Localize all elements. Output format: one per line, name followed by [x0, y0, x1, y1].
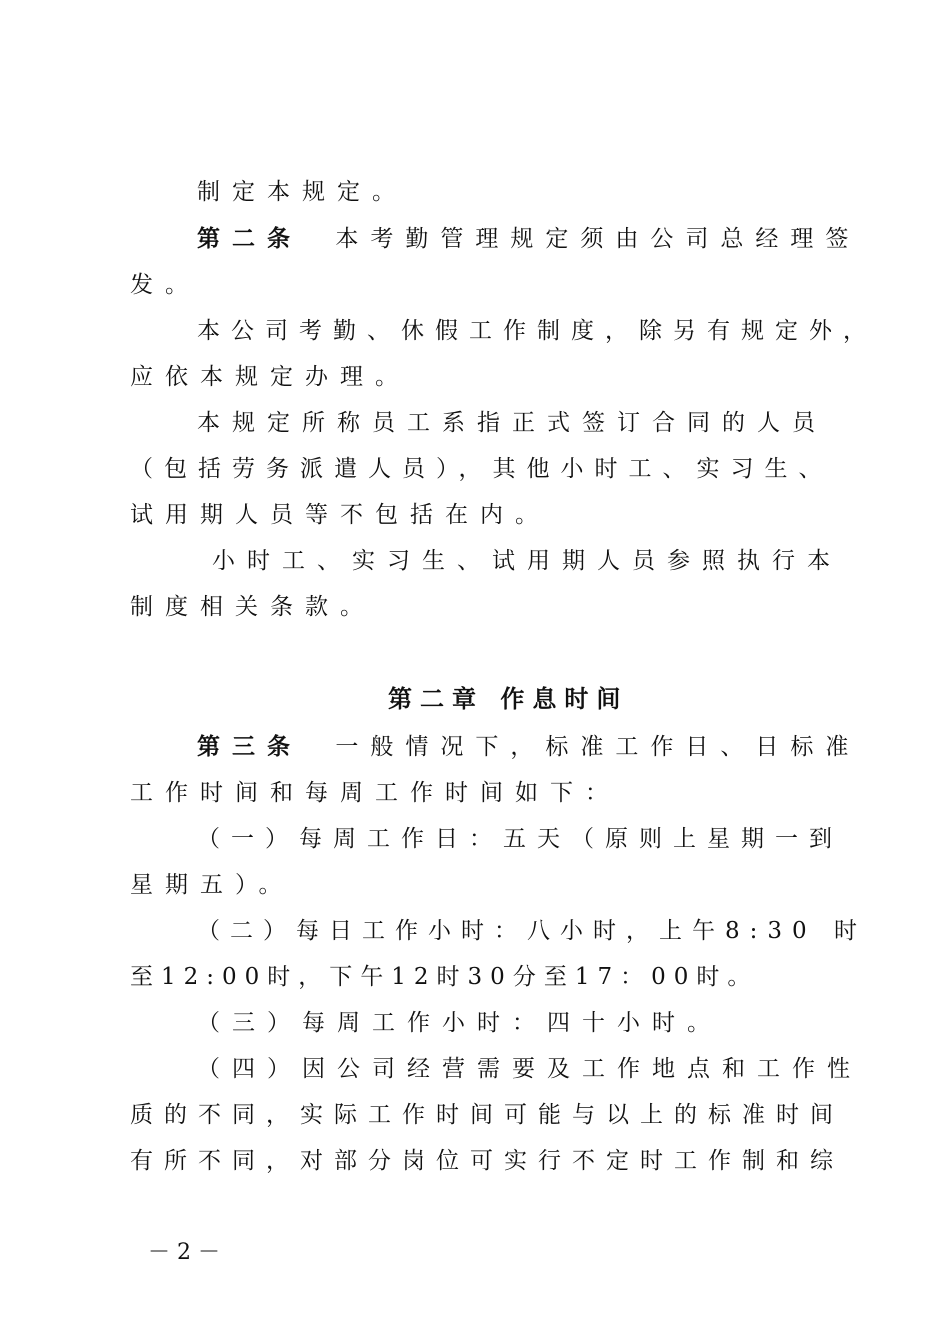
list-item-1: （一）每周工作日：五天（原则上星期一到: [197, 826, 843, 852]
paragraph-line: 本公司考勤、休假工作制度，除另有规定外，: [197, 318, 877, 344]
article-2-label: 第二条: [197, 226, 302, 252]
list-item-1-cont: 星期五）。: [130, 872, 294, 898]
paragraph-line: 工作时间和每周工作时间如下：: [130, 780, 620, 806]
paragraph-line: 本规定所称员工系指正式签订合同的人员: [197, 410, 827, 436]
list-item-4-cont: 质的不同，实际工作时间可能与以上的标准时间: [130, 1102, 844, 1128]
list-item-3: （三）每周工作小时：四十小时。: [197, 1010, 722, 1036]
paragraph-line: 制度相关条款。: [130, 594, 375, 620]
paragraph-line: 小时工、实习生、试用期人员参照执行本: [212, 548, 842, 574]
article-2-line-1: [197, 224, 860, 254]
article-2-text: 本考勤管理规定须由公司总经理签: [335, 226, 861, 252]
paragraph-line: 应依本规定办理。: [130, 364, 410, 390]
article-3-text: 一般情况下，标准工作日、日标准: [335, 734, 861, 760]
list-item-4-cont: 有所不同，对部分岗位可实行不定时工作制和综: [130, 1148, 844, 1174]
paragraph-line: 试用期人员等不包括在内。: [130, 502, 550, 528]
page-number: － 2 －: [148, 1240, 220, 1265]
list-item-2-cont: 至12:00时，下午12时30分至17：00时。: [130, 964, 759, 990]
article-3-label: 第三条: [197, 734, 302, 760]
paragraph-line: 制定本规定。: [197, 179, 407, 205]
chapter-heading: 第二章 作息时间: [388, 685, 629, 713]
paragraph-line: （包括劳务派遣人员），其他小时工、实习生、: [130, 456, 833, 482]
article-3-line-1: [197, 732, 860, 762]
article-2-line-2: 发。: [130, 272, 200, 298]
list-item-4: （四）因公司经营需要及工作地点和工作性: [197, 1056, 862, 1082]
list-item-2: （二）每日工作小时：八小时，上午8:30 时: [197, 918, 867, 944]
